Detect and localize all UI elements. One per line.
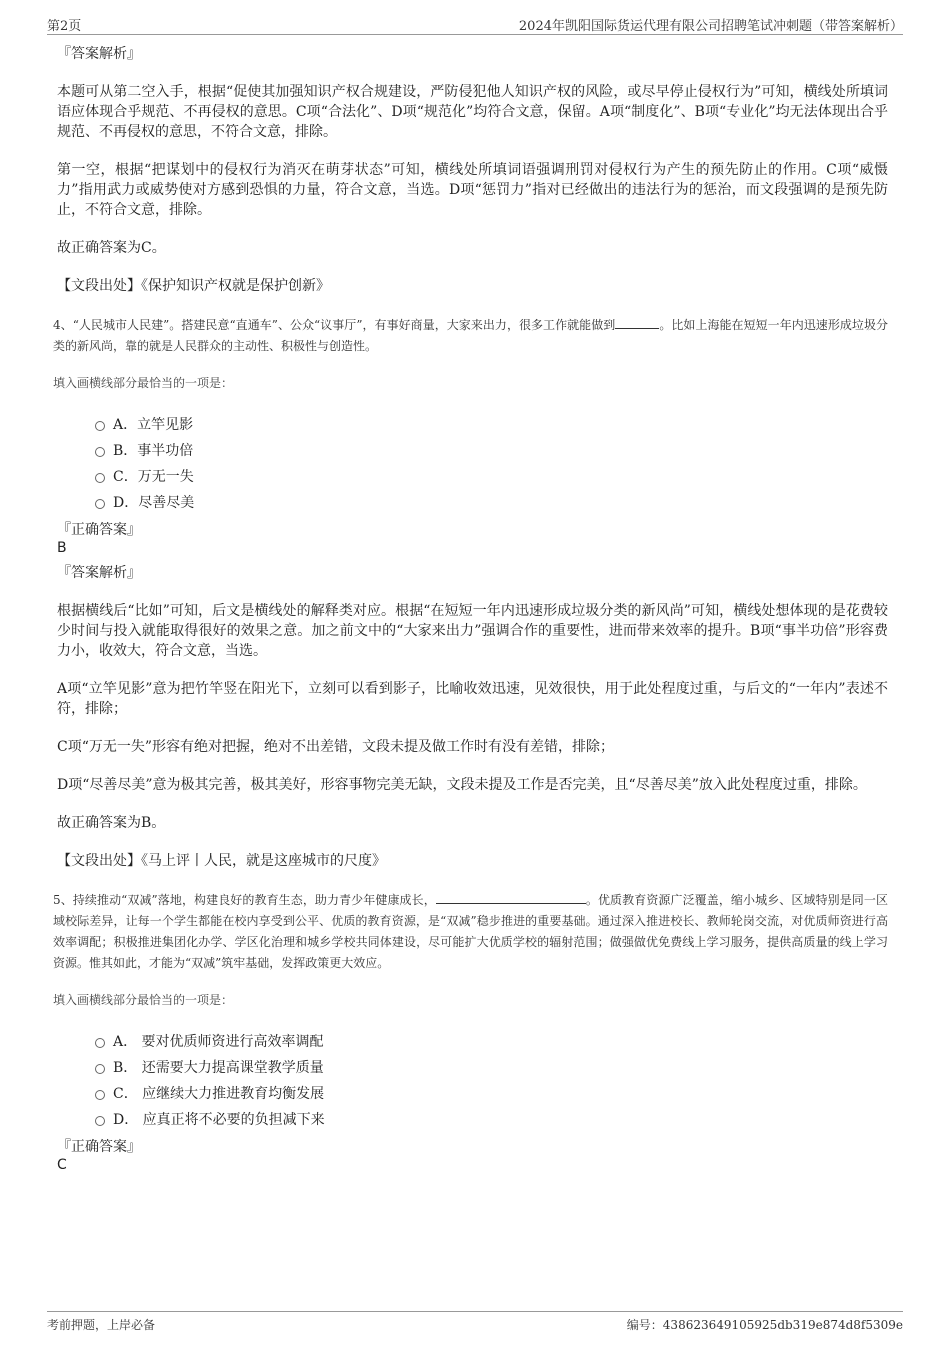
radio-icon[interactable]: [95, 499, 105, 509]
q4-option-c[interactable]: [95, 463, 888, 489]
q5-question-after: 。优质教育资源广泛覆盖，缩小城乡、区域特别是同一区域校际差异，让每一个学生都能在校内享受到公平、优质的教育资源，是“双减”稳步推进的重要基础。通过深入推进校长、教师轮岗交流，对优质师资进行高效率调配；积极推进集团化办学、学区化治理和城乡学校共同体建设，尽可能扩大优质学校的辐射范围；做强做优免费线上学习服务，提供高质量的线上学习资源。惟其如此，才能为“双减”筑牢基础，发挥政策更大效应。: [53, 893, 888, 970]
q3-analysis-para-1: 本题可从第二空入手，根据“促使其加强知识产权合规建设，严防侵犯他人知识产权的风险，或尽早停止侵权行为”可知，横线处所填词语应体现合乎规范、不再侵权的意思。C项“合法化”、D项“规范化”均符合文意，保留。A项“制度化”、B项“专业化”均无法体现出合乎规范、不再侵权的意思，不符合文意，排除。: [57, 84, 888, 140]
q4-question-before: 4、“人民城市人民建”。搭建民意“直通车”、公众“议事厅”，有事好商量，大家来出力，很多工作就能做到: [53, 318, 616, 332]
q3-analysis-para-2: 第一空，根据“把谋划中的侵权行为消灭在萌芽状态”可知，横线处所填词语强调刑罚对侵权行为产生的预先防止的作用。C项“威慑力”指用武力或威势使对方感到恐惧的力量，符合文意，当选。D项“惩罚力”指对已经做出的违法行为的惩治，而文段强调的是预先防止，不符合文意，排除。: [57, 162, 888, 218]
q4-option-b-label: B．事半功倍: [113, 443, 194, 459]
q5-option-b-label: B． 还需要大力提高课堂教学质量: [113, 1060, 324, 1076]
q4-analysis-para-1: 根据横线后“比如”可知，后文是横线处的解释类对应。根据“在短短一年内迅速形成垃圾分类的新风尚”可知，横线处想体现的是花费较少时间与投入就能取得很好的效果之意。加之前文中的“大家来出力”强调合作的重要性，进而带来效率的提升。B项“事半功倍”形容费力小，收效大，符合文意，当选。: [57, 603, 888, 659]
q5-option-d-label: D． 应真正将不必要的负担减下来: [113, 1112, 325, 1128]
q5-option-d[interactable]: [95, 1106, 888, 1132]
radio-icon[interactable]: [95, 1116, 105, 1126]
radio-icon[interactable]: [95, 1064, 105, 1074]
page-header: [47, 12, 903, 35]
q3-source: 【文段出处】《保护知识产权就是保护创新》: [57, 278, 330, 294]
q4-option-b[interactable]: [95, 437, 888, 463]
q5-answer-label: 『正确答案』: [57, 1139, 141, 1155]
q4-source: 【文段出处】《马上评丨人民，就是这座城市的尺度》: [57, 853, 386, 869]
q4-conclusion: 故正确答案为B。: [57, 815, 166, 831]
radio-icon[interactable]: [95, 1038, 105, 1048]
q4-option-d[interactable]: [95, 489, 888, 515]
radio-icon[interactable]: [95, 447, 105, 457]
q5-option-c-label: C． 应继续大力推进教育均衡发展: [113, 1086, 325, 1102]
q4-answer: B: [57, 540, 67, 556]
document-title: 2024年凯阳国际货运代理有限公司招聘笔试冲刺题（带答案解析）: [518, 19, 903, 34]
q5-prompt: 填入画横线部分最恰当的一项是：: [53, 993, 234, 1007]
q4-prompt: 填入画横线部分最恰当的一项是：: [53, 376, 234, 390]
q4-blank: [615, 314, 659, 329]
q4-option-a-label: A．立竿见影: [113, 417, 194, 433]
q5-option-a[interactable]: [95, 1028, 888, 1054]
q4-analysis-label: 『答案解析』: [57, 565, 141, 581]
q4-option-c-label: C．万无一失: [113, 469, 194, 485]
q5-options: [95, 1028, 888, 1132]
radio-icon[interactable]: [95, 421, 105, 431]
q4-analysis-para-2: A项“立竿见影”意为把竹竿竖在阳光下，立刻可以看到影子，比喻收效迅速，见效很快，用于此处程度过重，与后文的“一年内”表述不符，排除；: [57, 681, 888, 717]
q5-answer: C: [57, 1157, 67, 1173]
document-body: [53, 44, 888, 1180]
q3-conclusion: 故正确答案为C。: [57, 240, 166, 256]
q3-analysis-label: 『答案解析』: [57, 46, 141, 62]
q5-blank: [436, 889, 586, 904]
q5-option-a-label: A． 要对优质师资进行高效率调配: [113, 1034, 324, 1050]
q5-option-b[interactable]: [95, 1054, 888, 1080]
q5-option-c[interactable]: [95, 1080, 888, 1106]
q4-option-d-label: D．尽善尽美: [113, 495, 195, 511]
footer-slogan: 考前押题，上岸必备: [47, 1318, 156, 1332]
q4-options: [95, 411, 888, 515]
page-footer: [47, 1311, 903, 1334]
q5-question: [53, 889, 888, 974]
q5-question-before: 5、持续推动“双减”落地，构建良好的教育生态，助力青少年健康成长，: [53, 893, 436, 907]
footer-doc-id: 编号：438623649105925db319e874d8f5309e: [626, 1318, 903, 1332]
q4-analysis-para-4: D项“尽善尽美”意为极其完善，极其美好，形容事物完美无缺，文段未提及工作是否完美，且“尽善尽美”放入此处程度过重，排除。: [57, 777, 867, 793]
q4-question: [53, 314, 888, 357]
radio-icon[interactable]: [95, 1090, 105, 1100]
q4-analysis-para-3: C项“万无一失”形容有绝对把握，绝对不出差错，文段未提及做工作时有没有差错，排除；: [57, 739, 615, 755]
q4-answer-label: 『正确答案』: [57, 522, 141, 538]
page-number: 第2页: [47, 19, 82, 34]
radio-icon[interactable]: [95, 473, 105, 483]
q4-question-after: 。比如上海能在短短一年内迅速形成垃圾分类的新风尚，靠的就是人民群众的主动性、积极性与创造性。: [53, 318, 888, 353]
q4-option-a[interactable]: [95, 411, 888, 437]
